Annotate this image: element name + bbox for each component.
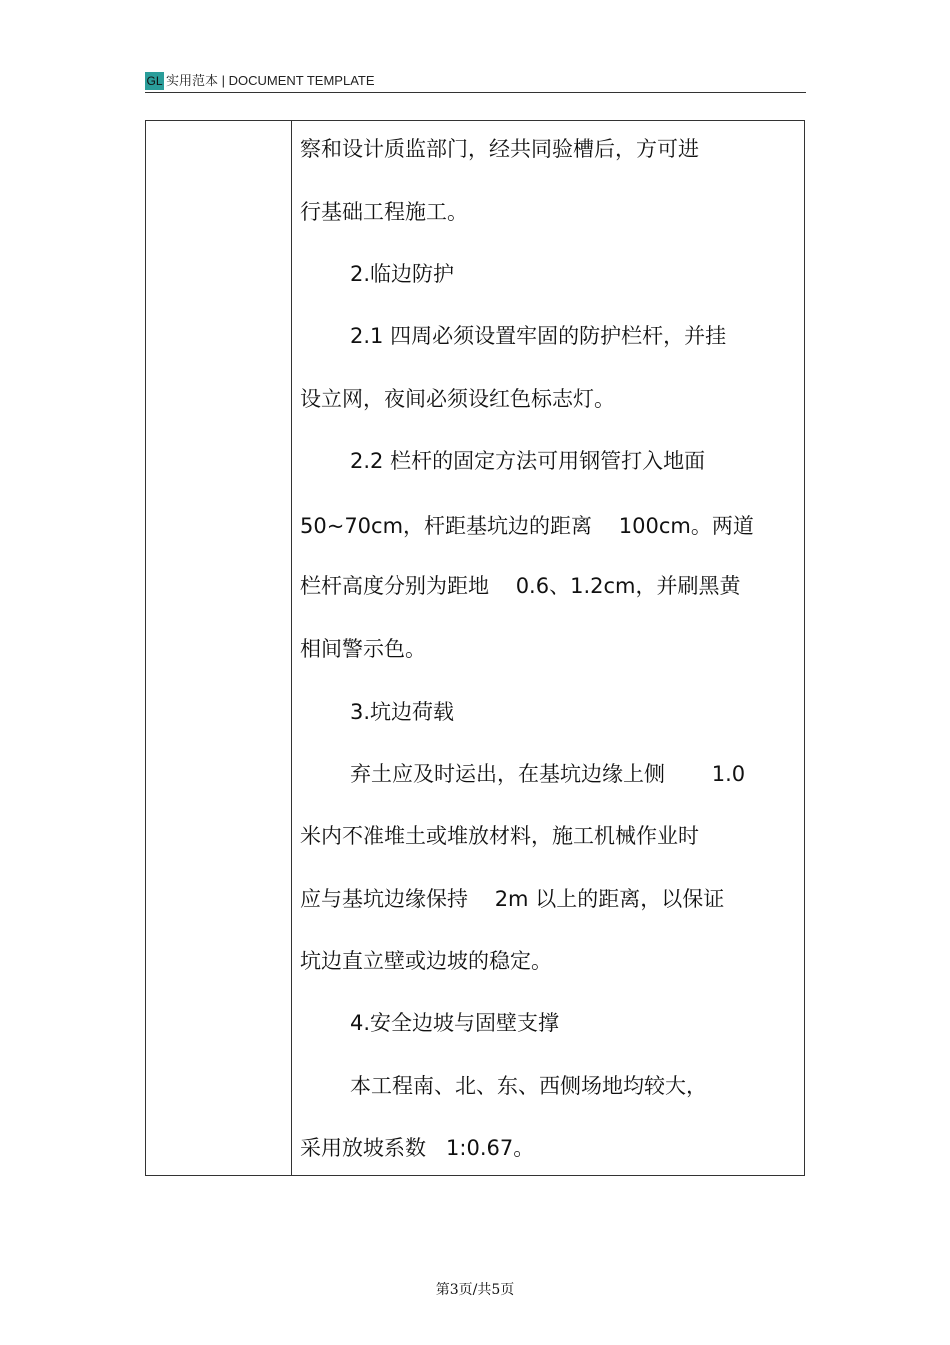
text-line: 弃土应及时运出，在基坑边缘上侧 1.0 — [350, 762, 746, 786]
section-heading: 4.安全边坡与固壁支撑 — [350, 1011, 560, 1035]
text-line: 行基础工程施工。 — [300, 200, 468, 224]
text-line: 察和设计质监部门，经共同验槽后，方可进 — [300, 137, 699, 161]
section-heading: 2.临边防护 — [350, 262, 455, 286]
text-line: 米内不准堆土或堆放材料，施工机械作业时 — [300, 824, 699, 848]
text-line: 采用放坡系数 1:0.67。 — [300, 1136, 535, 1160]
table-right-column — [292, 121, 804, 1175]
text-line: 栏杆高度分别为距地 0.6、1.2cm，并刷黑黄 — [300, 574, 741, 598]
text-line: 50~70cm，杆距基坑边的距离 100cm。两道 — [300, 514, 754, 538]
text-line: 2.2 栏杆的固定方法可用钢管打入地面 — [350, 449, 706, 473]
document-header — [145, 70, 806, 93]
section-heading: 3.坑边荷载 — [350, 700, 455, 724]
text-line: 2.1 四周必须设置牢固的防护栏杆，并挂 — [350, 324, 727, 348]
header-title: 实用范本 | DOCUMENT TEMPLATE — [166, 73, 375, 88]
text-line: 设立网，夜间必须设红色标志灯。 — [300, 387, 615, 411]
content-table — [145, 120, 805, 1176]
text-line: 本工程南、北、东、西侧场地均较大， — [350, 1074, 707, 1098]
gl-logo: GL — [146, 74, 163, 88]
page-number: 第3页/共5页 — [435, 1282, 515, 1298]
text-line: 应与基坑边缘保持 2m 以上的距离，以保证 — [300, 887, 725, 911]
text-line: 相间警示色。 — [300, 637, 426, 661]
text-line: 坑边直立壁或边坡的稳定。 — [300, 949, 552, 973]
table-left-column — [146, 121, 292, 1175]
